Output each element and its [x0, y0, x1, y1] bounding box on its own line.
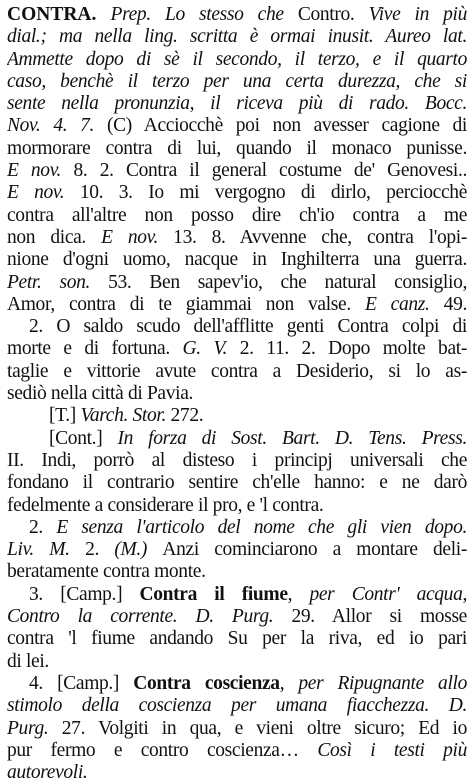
text-span: morte e di fortuna. [7, 338, 183, 360]
text-span: II. Indi, porrò al disteso i principj universali che [7, 449, 467, 471]
text-span: taglie e vittorie avute contra a Desiderio, si lo as- [7, 360, 467, 382]
text-line [7, 628, 467, 650]
italic-text: (M.) [114, 539, 163, 561]
text-line [7, 4, 467, 26]
italic-text: autorevoli. [7, 762, 88, 784]
text-span: 2. 11. 2. Dopo molte bat- [239, 338, 467, 360]
italic-text: G. V. [182, 338, 240, 360]
italic-text: In forza di Sost. Bart. D. Tens. Press. [117, 427, 467, 449]
text-line [7, 606, 467, 628]
text-span: 3. [Camp.] [29, 583, 140, 605]
italic-text: Varch. Stor. [80, 405, 171, 427]
text-span: 29. Allor si mosse [291, 606, 467, 628]
text-line [7, 361, 467, 383]
text-span: contra 'l fiume andando Su per la riva, ed io pari [7, 628, 467, 650]
text-span: (C) Acciocchè poi non avesser cagione di [94, 115, 467, 137]
italic-text: Ammette dopo di sè il secondo, il terzo, e il quarto [7, 48, 467, 70]
text-line [7, 205, 467, 227]
text-line [7, 383, 467, 405]
text-span: nione d'ogni uomo, nacque in Inghilterra una guerra. [7, 249, 467, 271]
text-span: 2. O saldo scudo dell'afflitte genti Contra colpi di [29, 316, 467, 338]
bold-phrase: Contra il fiume [139, 583, 288, 605]
text-line [7, 651, 467, 673]
text-span: Amor, contra di te giammai non valse. [7, 293, 365, 315]
text-span: pur fermo e contro coscienza… [7, 739, 318, 761]
text-line [7, 115, 467, 137]
text-span: sediò nella città di Pavia. [7, 383, 194, 405]
italic-text: sente nella pronunzia, il riceva più di rado. Bocc. [7, 93, 467, 115]
text-span: beratamente contra monte. [7, 561, 206, 583]
text-span: Contro. [297, 4, 369, 25]
text-span: [Cont.] [49, 427, 118, 449]
text-span: fondano il contrario sentire ch'elle hanno: e ne darò [7, 472, 467, 494]
text-line [7, 138, 467, 160]
text-span: 8. 2. Contra il general costume de' Genovesi.. [73, 160, 467, 182]
text-line [7, 695, 467, 717]
text-span: , [287, 583, 310, 605]
text-line [7, 584, 467, 606]
text-line [7, 740, 467, 762]
italic-text: Liv. M. [7, 539, 86, 561]
italic-text: per Contr' acqua [309, 583, 463, 605]
text-line [7, 71, 467, 93]
headword: CONTRA. [7, 4, 97, 25]
italic-text: Vive in più [368, 4, 467, 25]
text-line [7, 338, 467, 360]
text-span: fedelmente a considerare il pro, e 'l contra. [7, 494, 324, 516]
italic-text: stimolo della coscienza per umana fiacchezza. D. [7, 695, 467, 717]
bold-phrase: Contra coscienza [133, 672, 280, 694]
text-line [7, 495, 467, 517]
text-line [7, 26, 467, 48]
text-line [7, 517, 467, 539]
text-span: , [279, 672, 299, 694]
text-line [7, 539, 467, 561]
text-line [7, 762, 467, 784]
text-line [7, 160, 467, 182]
text-span: di lei. [7, 650, 49, 672]
italic-text: per Ripugnante allo [298, 672, 467, 694]
text-span: , [462, 583, 467, 605]
text-line [7, 718, 467, 740]
italic-text: Purg. [7, 717, 62, 739]
italic-text: Così i testi più [317, 739, 467, 761]
text-line [7, 450, 467, 472]
italic-text: Prep. Lo stesso che [96, 4, 298, 25]
text-span: mormorare contra di lui, quando il monaco punisse. [7, 137, 467, 159]
text-span: 49. [443, 293, 467, 315]
text-span: 272. [170, 405, 204, 427]
italic-text: E canz. [364, 293, 444, 315]
text-span: 4. [Camp.] [29, 672, 134, 694]
text-span: contra all'altre non posso dire ch'io contra a me [7, 204, 467, 226]
italic-text: caso, benchè il terzo per una certa durezza, che si [7, 70, 467, 92]
text-line [7, 472, 467, 494]
text-line [7, 182, 467, 204]
text-span: 2. [29, 516, 57, 538]
text-line [7, 49, 467, 71]
text-span: non dica. [7, 226, 102, 248]
text-line [7, 316, 467, 338]
text-line [7, 673, 467, 695]
italic-text: Nov. 4. 7. [7, 115, 95, 137]
italic-text: dial.; ma nella ling. scritta è ormai inusit. Aureo lat. [7, 26, 467, 48]
text-span: 2. [85, 539, 115, 561]
text-line [7, 93, 467, 115]
text-span: Anzi cominciarono a montare deli- [162, 539, 467, 561]
italic-text: E nov. [101, 226, 174, 248]
text-line [7, 561, 467, 583]
italic-text: E senza l'articolo del nome che gli vien dopo. [56, 516, 467, 538]
text-span: 27. Volgiti in qua, e vieni oltre sicuro; Ed io [61, 717, 467, 739]
text-line [7, 428, 467, 450]
text-line [7, 294, 467, 316]
italic-text: E nov. [7, 182, 80, 204]
text-span: 10. 3. Io mi vergogno di dirlo, perciocchè [79, 182, 467, 204]
text-line [7, 227, 467, 249]
italic-text: Contro la corrente. D. Purg. [7, 606, 292, 628]
text-line [7, 249, 467, 271]
text-line [7, 405, 467, 427]
italic-text: E nov. [7, 160, 74, 182]
text-span: 53. Ben sapev'io, che natural consiglio, [108, 271, 467, 293]
text-span: [T.] [49, 405, 81, 427]
text-line [7, 272, 467, 294]
italic-text: Petr. son. [7, 271, 109, 293]
text-span: 13. 8. Avvenne che, contra l'opi- [173, 226, 467, 248]
